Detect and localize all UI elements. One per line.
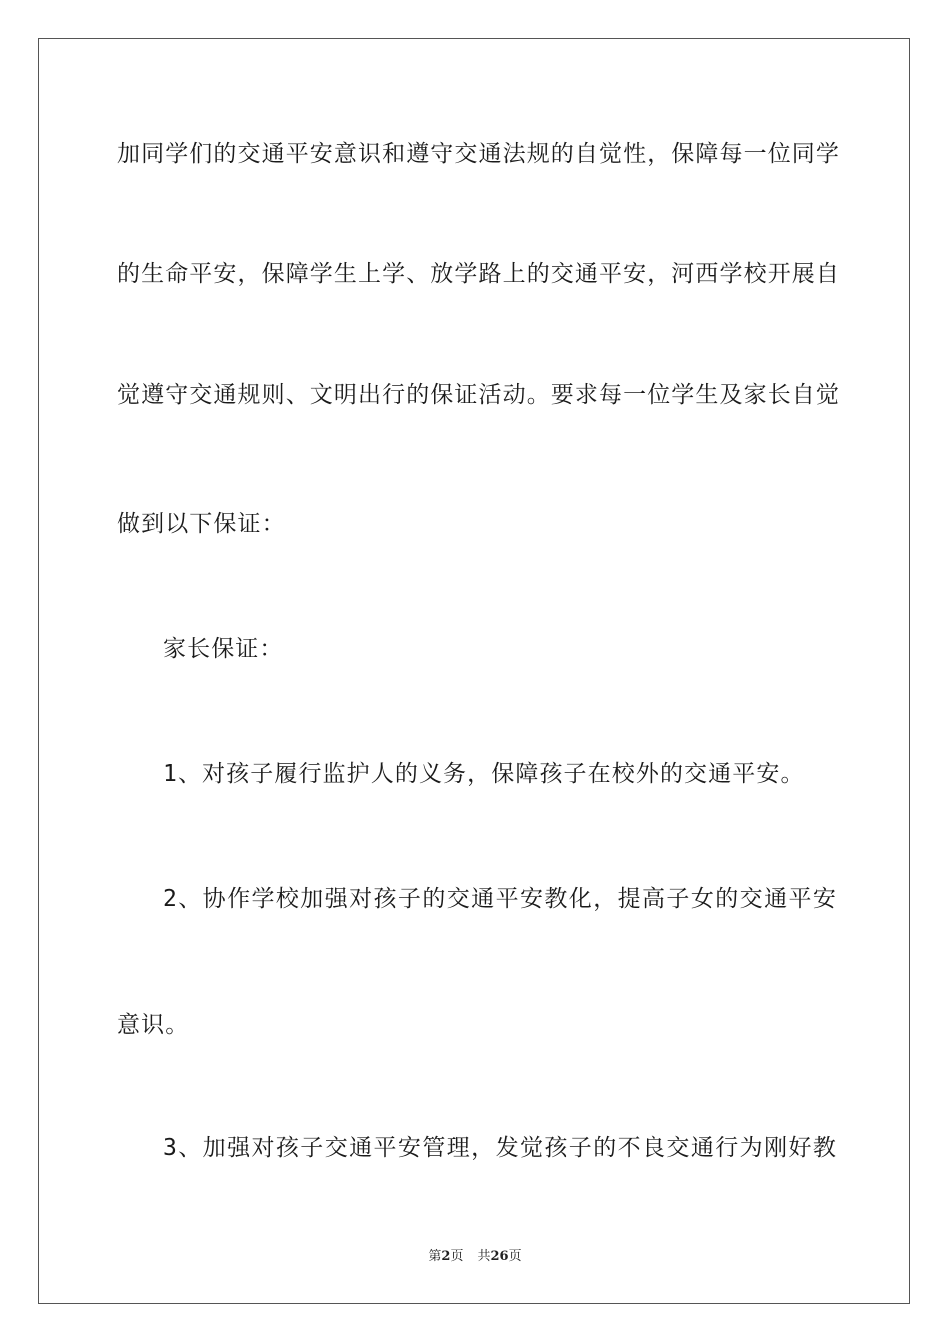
text-line-4: 做到以下保证： [117, 511, 286, 537]
footer-total-prefix: 共 [477, 1249, 491, 1264]
list-item-2-continued: 意识。 [117, 1012, 190, 1038]
text-line-2: 的生命平安，保障学生上学、放学路上的交通平安，河西学校开展自 [117, 261, 840, 287]
footer-page-suffix: 页 [450, 1249, 464, 1264]
list-item-1: 1、对孩子履行监护人的义务，保障孩子在校外的交通平安。 [163, 761, 805, 787]
text-line-1: 加同学们的交通平安意识和遵守交通法规的自觉性，保障每一位同学 [117, 141, 840, 167]
footer-total-suffix: 页 [508, 1249, 522, 1264]
page-border [38, 38, 910, 1304]
list-item-2: 2、协作学校加强对孩子的交通平安教化，提高子女的交通平安 [163, 886, 837, 912]
page-footer [0, 1248, 950, 1266]
footer-page-prefix: 第 [428, 1249, 442, 1264]
footer-page-number: 2 [441, 1249, 451, 1264]
text-line-3: 觉遵守交通规则、文明出行的保证活动。要求每一位学生及家长自觉 [117, 382, 840, 408]
section-heading-parent-pledge: 家长保证： [163, 636, 284, 662]
footer-total-pages: 26 [490, 1249, 509, 1264]
list-item-3: 3、加强对孩子交通平安管理，发觉孩子的不良交通行为刚好教 [163, 1135, 837, 1161]
